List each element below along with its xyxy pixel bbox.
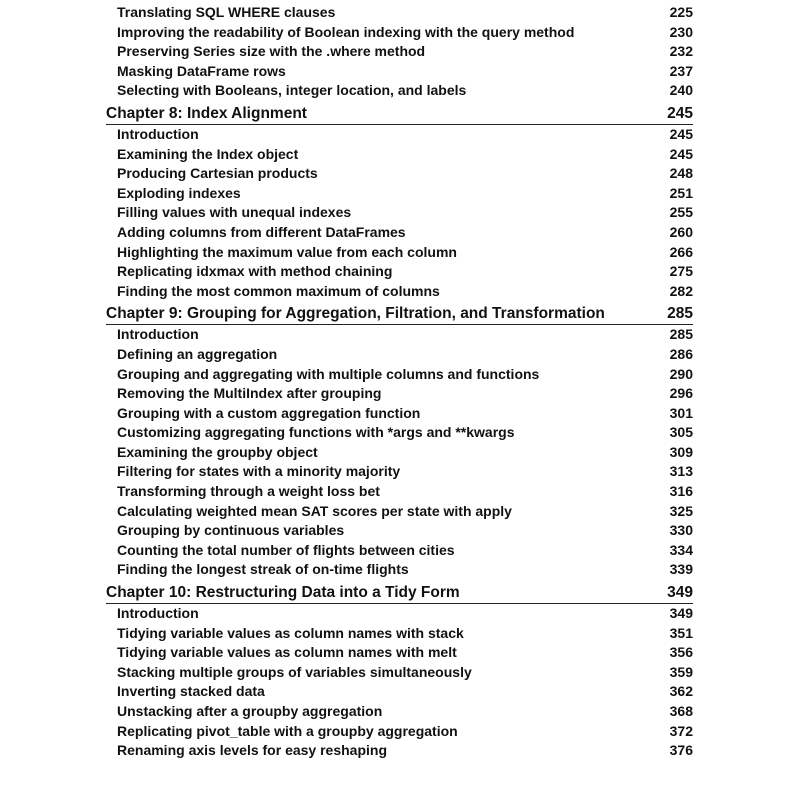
entry-title: Introduction [117, 125, 199, 142]
entry-title: Improving the readability of Boolean indexing with the query method [117, 23, 575, 40]
entry-page-number: 330 [669, 522, 693, 539]
entry-page-number: 237 [669, 62, 693, 79]
chapter-title: Chapter 9: Grouping for Aggregation, Filtration, and Transformation [106, 305, 605, 323]
entry-title: Grouping and aggregating with multiple columns and functions [117, 365, 540, 382]
toc-entry[interactable] [106, 243, 693, 263]
entry-page-number: 349 [669, 605, 693, 622]
entry-page-number: 368 [669, 703, 693, 719]
toc-entry[interactable] [106, 42, 693, 62]
table-of-contents [106, 0, 693, 761]
entry-page-number: 309 [669, 443, 693, 460]
entry-title: Filtering for states with a minority majority [117, 463, 401, 480]
entry-title: Producing Cartesian products [117, 165, 318, 182]
chapter-title: Chapter 10: Restructuring Data into a Tidy Form [106, 584, 460, 602]
chapter-heading[interactable] [106, 580, 693, 604]
entry-page-number: 255 [669, 204, 693, 221]
toc-entry[interactable] [106, 384, 693, 404]
entry-page-number: 362 [669, 683, 693, 700]
toc-entry[interactable] [106, 682, 693, 702]
entry-page-number: 245 [669, 145, 693, 162]
entry-title: Transforming through a weight loss bet [117, 483, 380, 500]
chapter-section [106, 101, 693, 301]
toc-entry[interactable] [106, 423, 693, 443]
toc-entry[interactable] [106, 604, 693, 624]
entry-page-number: 275 [669, 263, 693, 280]
chapter-page-number: 245 [667, 104, 693, 122]
entry-title: Renaming axis levels for easy reshaping [117, 742, 388, 759]
section-entries [106, 0, 693, 101]
toc-entry[interactable] [106, 443, 693, 463]
entry-title: Exploding indexes [117, 184, 241, 201]
toc-entry[interactable] [106, 23, 693, 43]
toc-entry[interactable] [106, 325, 693, 345]
entry-title: Finding the most common maximum of columns [117, 282, 440, 299]
entry-page-number: 248 [669, 165, 693, 182]
entry-title: Examining the Index object [117, 145, 299, 162]
entry-title: Stacking multiple groups of variables simultaneously [117, 663, 472, 680]
entry-page-number: 313 [669, 463, 693, 480]
entry-page-number: 356 [669, 644, 693, 661]
entry-title: Adding columns from different DataFrames [117, 223, 406, 240]
chapter-page-number: 349 [667, 584, 693, 602]
entry-page-number: 232 [669, 43, 693, 60]
entry-page-number: 301 [669, 404, 693, 421]
entry-title: Selecting with Booleans, integer location, and labels [117, 82, 467, 99]
toc-entry[interactable] [106, 145, 693, 165]
entry-title: Defining an aggregation [117, 345, 278, 362]
chapter-heading[interactable] [106, 301, 693, 325]
chapter-title: Chapter 8: Index Alignment [106, 104, 307, 122]
entry-title: Preserving Series size with the .where method [117, 43, 426, 60]
toc-entry[interactable] [106, 164, 693, 184]
toc-entry[interactable] [106, 404, 693, 424]
entry-page-number: 305 [669, 424, 693, 441]
entry-page-number: 296 [669, 385, 693, 402]
toc-entry[interactable] [106, 482, 693, 502]
toc-entry[interactable] [106, 521, 693, 541]
entry-page-number: 230 [669, 23, 693, 40]
entry-page-number: 351 [669, 624, 693, 641]
entry-page-number: 251 [669, 184, 693, 201]
entry-title: Removing the MultiIndex after grouping [117, 385, 382, 402]
toc-entry[interactable] [106, 282, 693, 302]
toc-entry[interactable] [106, 462, 693, 482]
entry-title: Counting the total number of flights between cities [117, 541, 455, 558]
entry-page-number: 372 [669, 722, 693, 739]
entry-title: Replicating idxmax with method chaining [117, 263, 393, 280]
entry-page-number: 286 [669, 345, 693, 362]
toc-entry[interactable] [106, 223, 693, 243]
entry-page-number: 339 [669, 561, 693, 578]
entry-title: Calculating weighted mean SAT scores per state with apply [117, 502, 512, 519]
entry-title: Masking DataFrame rows [117, 62, 286, 79]
entry-title: Customizing aggregating functions with *args and **kwargs [117, 424, 515, 441]
entry-page-number: 245 [669, 125, 693, 142]
toc-entry[interactable] [106, 365, 693, 385]
entry-page-number: 316 [669, 483, 693, 500]
toc-entry[interactable] [106, 502, 693, 522]
entry-page-number: 334 [669, 541, 693, 558]
toc-entry[interactable] [106, 203, 693, 223]
entry-page-number: 260 [669, 223, 693, 240]
entry-page-number: 266 [669, 243, 693, 260]
entry-page-number: 325 [669, 502, 693, 519]
toc-entry[interactable] [106, 125, 693, 145]
toc-entry[interactable] [106, 560, 693, 580]
entry-page-number: 285 [669, 326, 693, 343]
entry-page-number: 282 [669, 282, 693, 299]
entry-title: Grouping with a custom aggregation function [117, 404, 421, 421]
toc-entry[interactable] [106, 741, 693, 761]
entry-page-number: 240 [669, 82, 693, 99]
toc-entry[interactable] [106, 624, 693, 644]
entry-title: Tidying variable values as column names with stack [117, 624, 464, 641]
toc-entry[interactable] [106, 541, 693, 561]
toc-entry[interactable] [106, 643, 693, 663]
entry-page-number: 359 [669, 663, 693, 680]
toc-entry[interactable] [106, 345, 693, 365]
entry-title: Replicating pivot_table with a groupby aggregation [117, 722, 458, 739]
entry-page-number: 225 [669, 4, 693, 20]
entry-title: Examining the groupby object [117, 443, 318, 460]
entry-title: Highlighting the maximum value from each column [117, 243, 457, 260]
chapter-heading[interactable] [106, 101, 693, 125]
toc-entry[interactable] [106, 663, 693, 683]
toc-entry[interactable] [106, 184, 693, 204]
entry-title: Finding the longest streak of on-time flights [117, 561, 409, 578]
entry-page-number: 290 [669, 365, 693, 382]
toc-entry[interactable] [106, 81, 693, 101]
entry-title: Inverting stacked data [117, 683, 265, 700]
entry-title: Grouping by continuous variables [117, 522, 345, 539]
chapter-list [106, 101, 693, 761]
entry-title: Tidying variable values as column names with melt [117, 644, 457, 661]
toc-entry[interactable] [106, 722, 693, 742]
entry-page-number: 376 [669, 742, 693, 759]
toc-entry[interactable] [106, 262, 693, 282]
toc-entry[interactable] [106, 62, 693, 82]
entry-title: Introduction [117, 326, 199, 343]
entry-title: Unstacking after a groupby aggregation [117, 703, 383, 719]
chapter-section [106, 301, 693, 580]
entry-title: Filling values with unequal indexes [117, 204, 352, 221]
entry-title: Introduction [117, 605, 199, 622]
entry-title: Translating SQL WHERE clauses [117, 4, 336, 20]
chapter-page-number: 285 [667, 305, 693, 323]
toc-entry[interactable] [106, 702, 693, 722]
chapter-section [106, 580, 693, 761]
toc-entry[interactable] [106, 3, 693, 23]
